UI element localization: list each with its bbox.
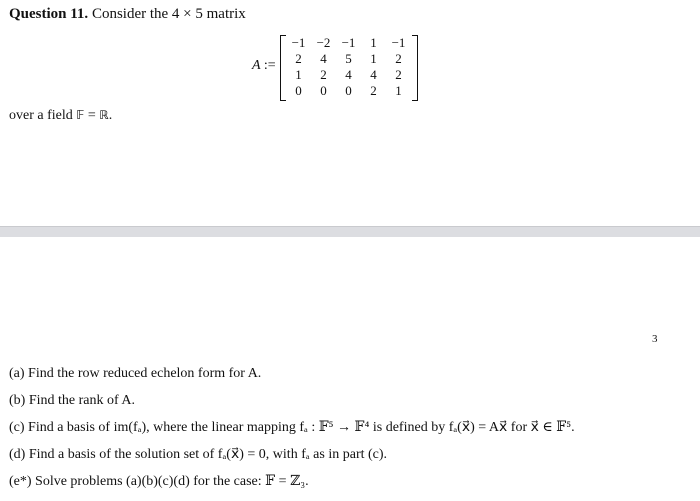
reals-symbol: ℝ — [99, 108, 109, 122]
field-symbol: 𝔽 — [76, 108, 85, 122]
matrix-cell: −1 — [291, 35, 306, 50]
part-e: (e*) Solve problems (a)(b)(c)(d) for the case: 𝔽 = ℤ₃. — [9, 474, 309, 489]
part-c: (c) Find a basis of im(fₐ), where the linear mapping fₐ : 𝔽⁵ → 𝔽⁴ is defined by fₐ(x⃗) = Ax⃗ for x⃗ ∈ 𝔽⁵. — [9, 420, 575, 435]
matrix-row — [286, 67, 411, 83]
matrix-cell: 5 — [345, 51, 352, 66]
matrix-cell: 2 — [395, 67, 402, 82]
matrix-row — [286, 83, 411, 99]
matrix-cell: 0 — [295, 83, 302, 98]
matrix-cell: 4 — [345, 67, 352, 82]
matrix-cell: 4 — [320, 51, 327, 66]
matrix-cell: 1 — [395, 83, 402, 98]
matrix-row — [286, 35, 411, 51]
matrix-cell: −1 — [391, 35, 406, 50]
question-heading — [9, 6, 246, 23]
matrix-cell: 2 — [295, 51, 302, 66]
part-d: (d) Find a basis of the solution set of fₐ(x⃗) = 0, with fₐ as in part (c). — [9, 447, 388, 462]
question-intro: Consider the 4 × 5 matrix — [91, 6, 246, 22]
matrix-cell: 0 — [345, 83, 352, 98]
matrix-cell: 2 — [320, 67, 327, 82]
matrix-cell: 2 — [370, 83, 377, 98]
matrix-cell: 1 — [295, 67, 302, 82]
page-1 — [0, 0, 700, 226]
matrix-cell: 4 — [370, 67, 377, 82]
matrix-cell: 2 — [395, 51, 402, 66]
question-number: Question 11. — [9, 6, 89, 22]
matrix-cell: −1 — [341, 35, 356, 50]
matrix-label — [252, 58, 276, 74]
matrix-cell: 0 — [320, 83, 327, 98]
field-prefix: over a field — [9, 108, 77, 123]
field-suffix: . — [108, 108, 113, 123]
matrix-cell: 1 — [370, 51, 377, 66]
matrix-name: A — [252, 58, 261, 73]
part-a: (a) Find the row reduced echelon form for A. — [9, 366, 262, 381]
matrix-assign-op: := — [263, 58, 276, 73]
part-b: (b) Find the rank of A. — [9, 393, 135, 408]
matrix-right-bracket — [412, 35, 418, 101]
matrix-cell: −2 — [316, 35, 331, 50]
matrix-row — [286, 51, 411, 67]
matrix-cell: 1 — [370, 35, 377, 50]
matrix-A — [280, 35, 418, 100]
page-number: 3 — [652, 333, 658, 345]
field-statement — [9, 108, 112, 124]
matrix-entries — [286, 35, 411, 99]
field-equals: = — [84, 108, 100, 123]
